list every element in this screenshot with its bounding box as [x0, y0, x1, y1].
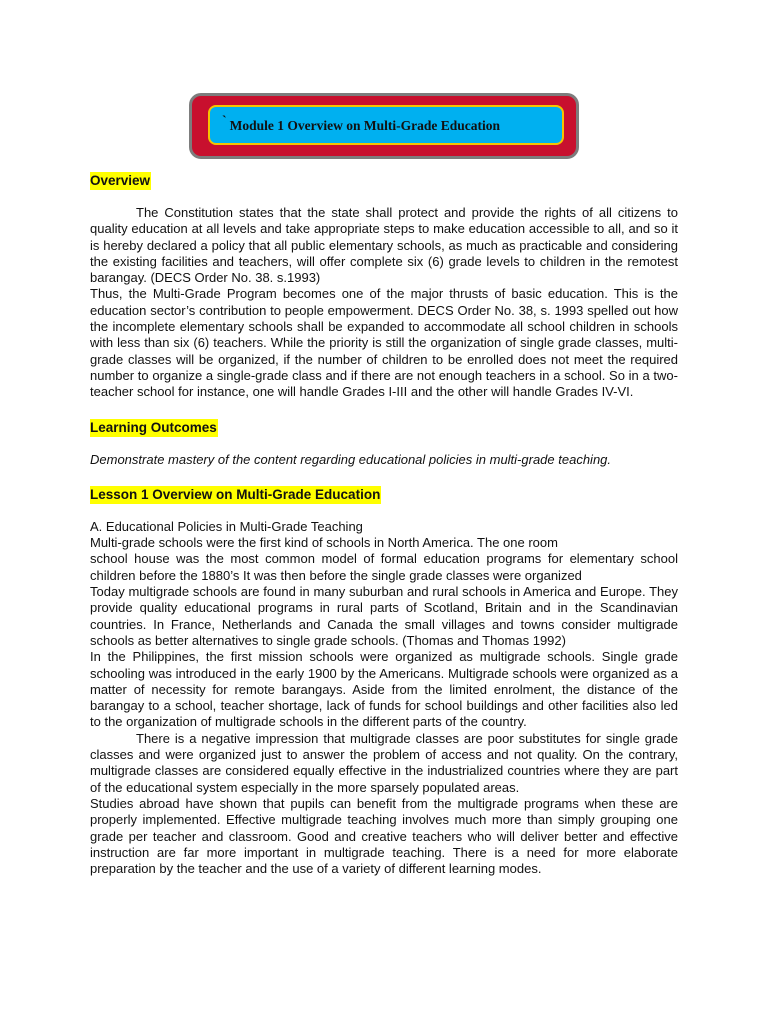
lesson-paragraph-5: Studies abroad have shown that pupils can benefit from the multigrade programs when these are properly implemented. Effective multigrade teaching involves much more than simply grouping one grade per teacher and classroom. Good and creative teachers who will deliver better and effective instruction are far more important in multigrade teaching. There is a need for more elaborate preparation by the teacher and the use of a variety of different learning modes.	[90, 795, 678, 877]
learning-outcomes-heading: Learning Outcomes	[90, 419, 217, 435]
overview-paragraph-1: The Constitution states that the state shall protect and provide the rights of all citizens to quality education at all levels and take appropriate steps to make education accessible to all, and so it is hereby declared a policy that all public elementary schools, as much as practicable and considering the existing facilities and teachers, will offer complete six (6) grade levels to children in the remotest barangay. (DECS Order No. 38. s.1993)	[90, 205, 678, 286]
document-body	[90, 172, 678, 877]
overview-heading: Overview	[90, 173, 151, 188]
lesson-paragraph-3: In the Philippines, the first mission schools were organized as multigrade schools. Single grade schooling was introduced in the early 1900 by the Americans. Multigrade schools were organized as a matter of necessity for remote barangays. Aside from the limited enrolment, the distance of the barangay to a school, teacher shortage, lack of funds for school buildings and other facilities also led to the organization of multigrade schools in the different parts of the country.	[90, 649, 678, 730]
lesson-subheading: A. Educational Policies in Multi-Grade Teaching	[90, 518, 363, 534]
lesson-heading: Lesson 1 Overview on Multi-Grade Education	[90, 486, 381, 502]
lesson-paragraph-1: school house was the most common model of formal education programs for elementary school children before the 1880’s It was then before the single grade classes were organized	[90, 551, 678, 583]
module-title: Module 1 Overview on Multi-Grade Education	[229, 118, 501, 133]
lesson-line-1: Multi-grade schools were the first kind of schools in North America. The one room	[90, 535, 558, 551]
lesson-paragraph-4: There is a negative impression that multigrade classes are poor substitutes for single grade classes and were organized just to answer the problem of access and not quality. On the contrary, multigrade classes are considered equally effective in the industrialized countries where they are part of the educational system especially in the more sparsely populated areas.	[90, 730, 678, 795]
learning-outcomes-text: Demonstrate mastery of the content regarding educational policies in multi-grade teaching.	[90, 451, 612, 467]
lesson-paragraph-2: Today multigrade schools are found in many suburban and rural schools in America and Europe. They provide quality educational programs in rural parts of Scotland, Britain and in the Scandinavian countries. In France, Netherlands and Canada the small villages and towns consider multigrade schools as better alternatives to single grade schools. (Thomas and Thomas 1992)	[90, 584, 678, 648]
module-banner-inner	[208, 105, 564, 145]
banner-tick-mark: `	[222, 114, 227, 129]
overview-paragraph-2: Thus, the Multi-Grade Program becomes one of the major thrusts of basic education. This is the education sector’s contribution to people empowerment. DECS Order No. 38, s. 1993 spelled out how the incomplete elementary schools shall be expanded to accommodate all school children in schools with less than six (6) teachers. While the priority is still the organization of single grade classes, multi-grade classes will be organized, if the number of children to be enrolled does not meet the required number to organize a single-grade class and if there are not enough teachers in a school. So in a two-teacher school for instance, one will handle Grades I-III and the other will handle Grades IV-VI.	[90, 286, 678, 400]
module-banner	[189, 93, 579, 159]
